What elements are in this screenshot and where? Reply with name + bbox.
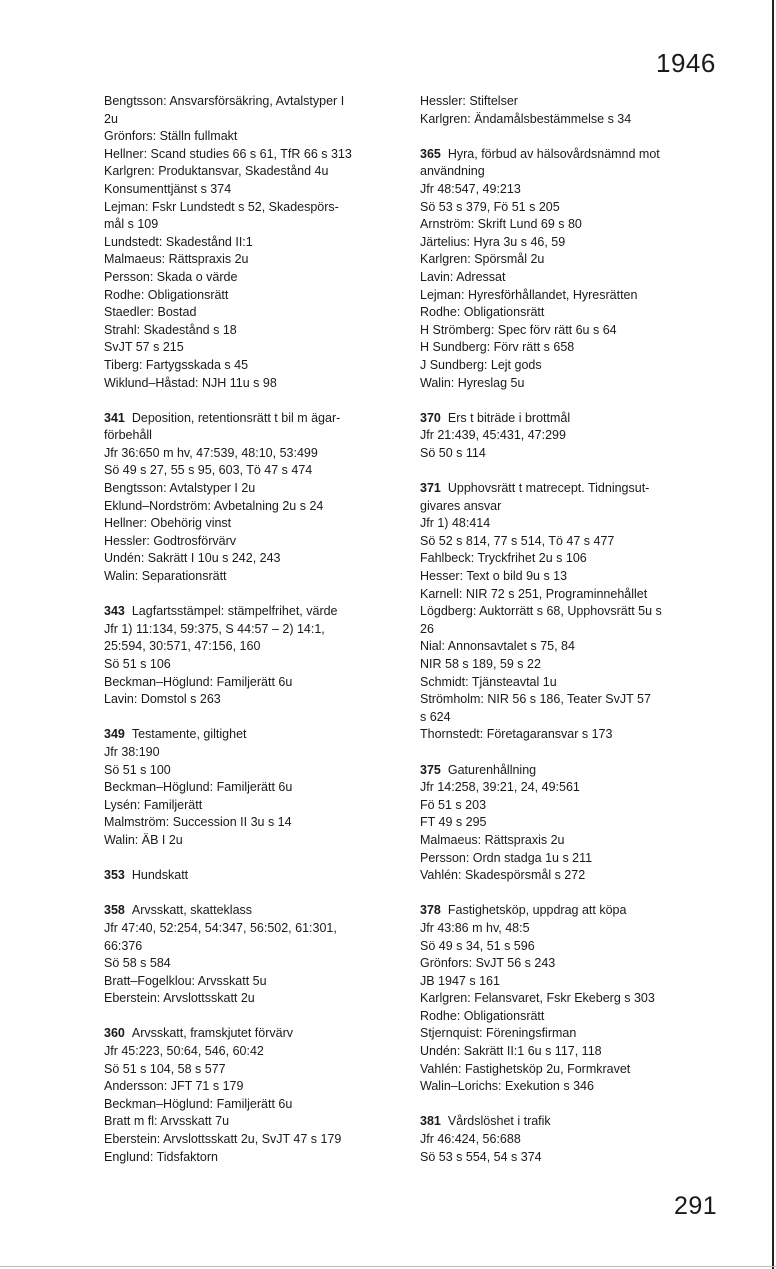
reference-line: Jfr 46:424, 56:688 (420, 1132, 521, 1147)
entry-title: Deposition, retentionsrätt t bil m ägar- (131, 410, 341, 425)
index-entry-370 (420, 410, 710, 463)
reference-line: Eberstein: Arvslottsskatt 2u (104, 991, 255, 1006)
reference-line: Eklund–Nordström: Avbetalning 2u s 24 (104, 498, 324, 513)
entry-heading (420, 1113, 710, 1131)
entry-number: 378 (420, 903, 441, 918)
reference-line: Arnström: Skrift Lund 69 s 80 (420, 217, 582, 232)
index-entry-343 (104, 603, 394, 709)
entry-heading (420, 480, 710, 498)
entry-title: Gaturenhållning (447, 762, 537, 777)
reference-line: Walin: ÄB I 2u (104, 832, 183, 847)
reference-line: Stjernquist: Föreningsfirman (420, 1026, 577, 1041)
reference-line: Bengtsson: Avtalstyper I 2u (104, 481, 256, 496)
entry-title: Hyra, förbud av hälsovårdsnämnd mot (447, 146, 660, 161)
index-entry-375 (420, 762, 710, 885)
reference-line: Karnell: NIR 72 s 251, Programinnehållet (420, 586, 648, 601)
reference-line: Rodhe: Obligationsrätt (420, 305, 545, 320)
reference-line: Jfr 14:258, 39:21, 24, 49:561 (420, 780, 580, 795)
reference-line: Lavin: Adressat (420, 269, 506, 284)
entry-number: 360 (104, 1026, 125, 1041)
reference-line: Jfr 1) 48:414 (420, 516, 491, 531)
reference-line: mål s 109 (104, 217, 159, 232)
entry-heading (104, 867, 394, 885)
reference-line: Thornstedt: Företagaransvar s 173 (420, 727, 613, 742)
reference-line: givares ansvar (420, 498, 502, 513)
reference-line: 2u (104, 111, 118, 126)
running-header-year: 1946 (656, 48, 716, 78)
reference-line: Beckman–Höglund: Familjerätt 6u (104, 780, 293, 795)
entry-number: 365 (420, 146, 441, 161)
index-entry-341 (104, 410, 394, 586)
reference-line: Sö 58 s 584 (104, 956, 171, 971)
reference-line: Malmaeus: Rättspraxis 2u (104, 252, 249, 267)
reference-line: Strahl: Skadestånd s 18 (104, 322, 237, 337)
reference-line: Staedler: Bostad (104, 305, 197, 320)
reference-line: H Sundberg: Förv rätt s 658 (420, 340, 575, 355)
index-entry-371 (420, 480, 710, 744)
entry-number: 343 (104, 604, 125, 619)
reference-line: Undén: Sakrätt I 10u s 242, 243 (104, 551, 281, 566)
reference-line: Grönfors: SvJT 56 s 243 (420, 956, 556, 971)
reference-line: Rodhe: Obligationsrätt (420, 1008, 545, 1023)
reference-line: Hellner: Scand studies 66 s 61, TfR 66 s 313 (104, 146, 352, 161)
reference-line: Sö 49 s 27, 55 s 95, 603, Tö 47 s 474 (104, 463, 313, 478)
reference-line: Jfr 36:650 m hv, 47:539, 48:10, 53:499 (104, 445, 318, 460)
reference-line: Walin: Separationsrätt (104, 569, 227, 584)
reference-line: Hessler: Stiftelser (420, 94, 518, 108)
index-entry-353 (104, 867, 394, 885)
reference-line: Fahlbeck: Tryckfrihet 2u s 106 (420, 551, 587, 566)
entry-title: Vårdslöshet i trafik (447, 1114, 551, 1129)
reference-line: Lögdberg: Auktorrätt s 68, Upphovsrätt 5u s (420, 604, 662, 619)
reference-line: Lysén: Familjerätt (104, 797, 203, 812)
entry-heading (104, 603, 394, 621)
reference-line: Jfr 21:439, 45:431, 47:299 (420, 428, 566, 443)
reference-line: Fö 51 s 203 (420, 797, 487, 812)
reference-line: Sö 49 s 34, 51 s 596 (420, 938, 535, 953)
entry-title: Testamente, giltighet (131, 727, 247, 742)
reference-line: Strömholm: NIR 56 s 186, Teater SvJT 57 (420, 692, 651, 707)
reference-line: Undén: Sakrätt II:1 6u s 117, 118 (420, 1044, 602, 1059)
reference-line: s 624 (420, 709, 451, 724)
right-column (420, 93, 710, 1184)
reference-line: förbehåll (104, 428, 152, 443)
reference-line: Konsumenttjänst s 374 (104, 181, 232, 196)
index-entry-continued (420, 93, 710, 128)
reference-line: NIR 58 s 189, 59 s 22 (420, 657, 541, 671)
reference-line: FT 49 s 295 (420, 815, 487, 830)
index-entry-365 (420, 146, 710, 392)
reference-line: Schmidt: Tjänsteavtal 1u (420, 674, 557, 689)
entry-heading (104, 410, 394, 428)
index-entry-349 (104, 726, 394, 849)
reference-line: Sö 52 s 814, 77 s 514, Tö 47 s 477 (420, 533, 615, 548)
reference-line: Vahlén: Skadespörsmål s 272 (420, 868, 586, 883)
reference-line: Walin–Lorichs: Exekution s 346 (420, 1079, 594, 1094)
reference-line: Beckman–Höglund: Familjerätt 6u (104, 1096, 293, 1111)
reference-line: Sö 53 s 554, 54 s 374 (420, 1149, 542, 1164)
reference-line: Eberstein: Arvslottsskatt 2u, SvJT 47 s 179 (104, 1132, 342, 1147)
reference-line: Jfr 1) 11:134, 59:375, S 44:57 – 2) 14:1, (104, 621, 325, 636)
reference-line: Lejman: Fskr Lundstedt s 52, Skadespörs- (104, 199, 339, 214)
entry-heading (104, 902, 394, 920)
reference-line: Bratt m fl: Arvsskatt 7u (104, 1114, 230, 1129)
reference-line: Sö 51 s 100 (104, 762, 171, 777)
reference-line: Hesser: Text o bild 9u s 13 (420, 569, 568, 584)
entry-title: Arvsskatt, skatteklass (131, 903, 253, 918)
reference-line: Hessler: Godtrosförvärv (104, 533, 236, 548)
left-column (104, 93, 394, 1184)
reference-line: SvJT 57 s 215 (104, 340, 184, 355)
reference-line: Englund: Tidsfaktorn (104, 1149, 218, 1164)
reference-line: J Sundberg: Lejt gods (420, 357, 542, 372)
reference-line: JB 1947 s 161 (420, 973, 500, 988)
reference-line: Jfr 43:86 m hv, 48:5 (420, 920, 530, 935)
entry-number: 353 (104, 868, 125, 883)
reference-line: Järtelius: Hyra 3u s 46, 59 (420, 234, 566, 249)
index-entry-360 (104, 1025, 394, 1166)
entry-number: 371 (420, 481, 441, 496)
reference-line: Bratt–Fogelklou: Arvsskatt 5u (104, 973, 267, 988)
reference-line: Jfr 38:190 (104, 744, 160, 759)
reference-line: Vahlén: Fastighetsköp 2u, Formkravet (420, 1061, 631, 1076)
reference-line: Sö 51 s 104, 58 s 577 (104, 1061, 226, 1076)
index-entry-358 (104, 902, 394, 1008)
entry-heading (420, 410, 710, 428)
reference-line: Beckman–Höglund: Familjerätt 6u (104, 674, 293, 689)
reference-line: Karlgren: Ändamålsbestämmelse s 34 (420, 111, 632, 126)
reference-line: Rodhe: Obligationsrätt (104, 287, 229, 302)
reference-line: Jfr 48:547, 49:213 (420, 181, 521, 196)
reference-line: Walin: Hyreslag 5u (420, 375, 525, 390)
reference-line: Hellner: Obehörig vinst (104, 516, 232, 531)
reference-line: Karlgren: Spörsmål 2u (420, 252, 545, 267)
entry-heading (420, 762, 710, 780)
reference-line: Malmström: Succession II 3u s 14 (104, 815, 292, 830)
reference-line: Sö 51 s 106 (104, 657, 171, 671)
reference-line: Sö 53 s 379, Fö 51 s 205 (420, 199, 560, 214)
reference-line: Nial: Annonsavtalet s 75, 84 (420, 639, 575, 654)
reference-line: Jfr 47:40, 52:254, 54:347, 56:502, 61:301, (104, 920, 337, 935)
index-entry-381 (420, 1113, 710, 1166)
reference-line: H Strömberg: Spec förv rätt 6u s 64 (420, 322, 617, 337)
entry-heading (420, 146, 710, 164)
index-entry-378 (420, 902, 710, 1096)
entry-title: Fastighetsköp, uppdrag att köpa (447, 903, 627, 918)
reference-line: Wiklund–Håstad: NJH 11u s 98 (104, 375, 277, 390)
reference-line: 26 (420, 621, 434, 636)
entry-number: 349 (104, 727, 125, 742)
entry-number: 358 (104, 903, 125, 918)
index-entry-continued (104, 93, 394, 392)
reference-line: Sö 50 s 114 (420, 445, 486, 460)
reference-line: Malmaeus: Rättspraxis 2u (420, 832, 565, 847)
entry-title: Arvsskatt, framskjutet förvärv (131, 1026, 294, 1041)
reference-line: användning (420, 164, 485, 179)
page-edge-line (772, 0, 774, 1269)
entry-number: 341 (104, 410, 125, 425)
entry-heading (104, 726, 394, 744)
reference-line: 25:594, 30:571, 47:156, 160 (104, 639, 261, 654)
entry-title: Ers t biträde i brottmål (447, 410, 571, 425)
reference-line: Bengtsson: Ansvarsförsäkring, Avtalstyper I (104, 94, 345, 108)
entry-number: 370 (420, 410, 441, 425)
reference-line: Grönfors: Ställn fullmakt (104, 129, 238, 144)
entry-number: 381 (420, 1114, 441, 1129)
reference-line: Persson: Ordn stadga 1u s 211 (420, 850, 593, 865)
reference-line: Karlgren: Felansvaret, Fskr Ekeberg s 303 (420, 991, 655, 1006)
reference-line: Tiberg: Fartygsskada s 45 (104, 357, 249, 372)
page-number: 291 (674, 1192, 718, 1220)
entry-heading (420, 902, 710, 920)
reference-line: Karlgren: Produktansvar, Skadestånd 4u (104, 164, 329, 179)
entry-title: Upphovsrätt t matrecept. Tidningsut- (447, 481, 650, 496)
page-bottom-edge (0, 1266, 776, 1267)
entry-number: 375 (420, 762, 441, 777)
reference-line: Lundstedt: Skadestånd II:1 (104, 234, 253, 249)
reference-line: Persson: Skada o värde (104, 269, 238, 284)
reference-line: Lavin: Domstol s 263 (104, 692, 221, 707)
reference-line: 66:376 (104, 938, 143, 953)
entry-title: Lagfartsstämpel: stämpelfrihet, värde (131, 604, 338, 619)
entry-heading (104, 1025, 394, 1043)
entry-title: Hundskatt (131, 868, 189, 883)
reference-line: Jfr 45:223, 50:64, 546, 60:42 (104, 1044, 264, 1059)
reference-line: Lejman: Hyresförhållandet, Hyresrätten (420, 287, 638, 302)
reference-line: Andersson: JFT 71 s 179 (104, 1079, 244, 1094)
